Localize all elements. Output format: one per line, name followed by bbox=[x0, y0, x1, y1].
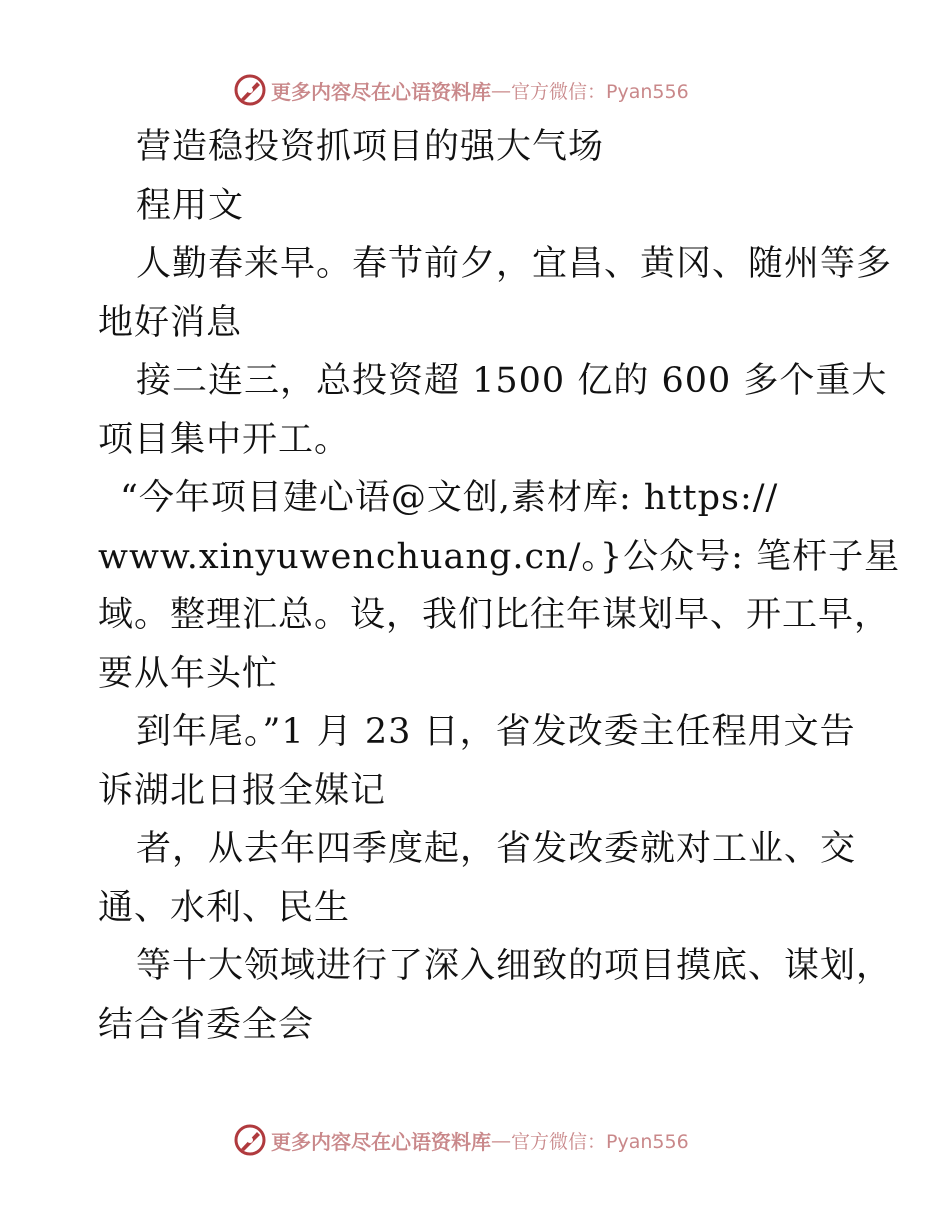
paragraph-line: www.xinyuwenchuang.cn/。}公众号: 笔杆子星 bbox=[98, 536, 901, 577]
paragraph-line: 结合省委全会 bbox=[98, 1004, 315, 1045]
paragraph-line: 地好消息 bbox=[98, 302, 243, 343]
pen-logo-icon bbox=[233, 1123, 267, 1157]
paragraph-line: “今年项目建心语@文创,素材库: https:// bbox=[120, 478, 779, 518]
article-body bbox=[98, 118, 901, 1054]
header-banner bbox=[233, 72, 689, 108]
paragraph-line: 人勤春来早。春节前夕，宜昌、黄冈、随州等多 bbox=[136, 244, 893, 284]
banner-text: 更多内容尽在心语资料库 bbox=[271, 1129, 491, 1154]
banner-text: 更多内容尽在心语资料库 bbox=[271, 79, 491, 104]
paragraph-line: 通、水利、民生 bbox=[98, 887, 351, 928]
paragraph-line: 到年尾。”1 月 23 日，省发改委主任程用文告 bbox=[136, 712, 856, 752]
paragraph-line: 等十大领域进行了深入细致的项目摸底、谋划， bbox=[136, 946, 893, 986]
article-title: 营造稳投资抓项目的强大气场 bbox=[136, 127, 605, 167]
paragraph-line: 域。整理汇总。设，我们比往年谋划早、开工早， bbox=[98, 595, 891, 635]
article-author: 程用文 bbox=[136, 185, 245, 226]
paragraph-line: 者，从去年四季度起，省发改委就对工业、交 bbox=[136, 829, 857, 869]
banner-wechat: 官方微信：Pyan556 bbox=[511, 1130, 689, 1153]
paragraph-line: 要从年头忙 bbox=[98, 653, 279, 694]
banner-wechat: 官方微信：Pyan556 bbox=[511, 80, 689, 103]
footer-banner bbox=[233, 1122, 689, 1158]
paragraph-line: 接二连三，总投资超 1500 亿的 600 多个重大 bbox=[136, 361, 888, 401]
paragraph-line: 诉湖北日报全媒记 bbox=[98, 770, 387, 811]
banner-dash: — bbox=[491, 78, 511, 102]
pen-logo-icon bbox=[233, 73, 267, 107]
paragraph-line: 项目集中开工。 bbox=[98, 419, 351, 460]
banner-dash: — bbox=[491, 1128, 511, 1152]
